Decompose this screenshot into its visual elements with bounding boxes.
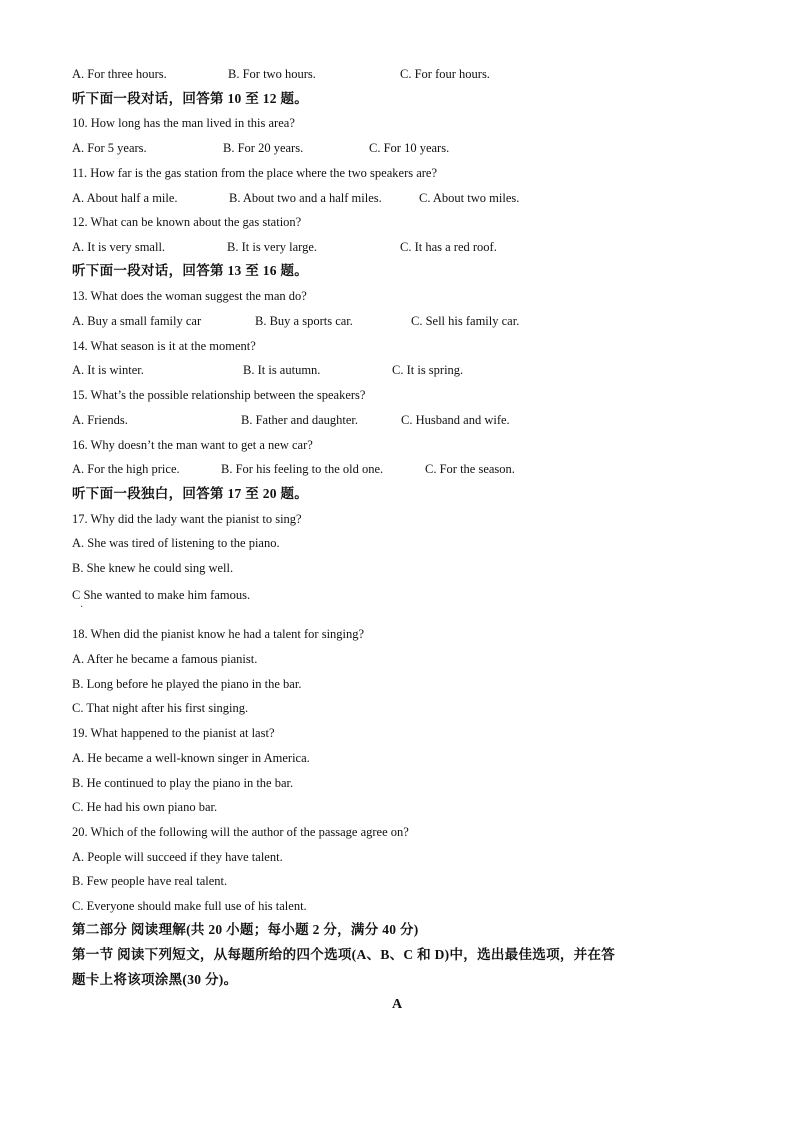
q19-stem: 19. What happened to the pianist at last? bbox=[72, 726, 275, 740]
part-two-heading: 第二部分 阅读理解(共 20 小题；每小题 2 分，满分 40 分) bbox=[72, 922, 419, 937]
section-heading-13-16: 听下面一段对话，回答第 13 至 16 题。 bbox=[72, 263, 309, 278]
q18-option-a: A. After he became a famous pianist. bbox=[72, 652, 258, 666]
q17-option-c: C She wanted to make him famous. bbox=[72, 588, 251, 602]
q18-option-b: B. Long before he played the piano in the bar. bbox=[72, 677, 302, 691]
q10-stem: 10. How long has the man lived in this area? bbox=[72, 116, 295, 130]
q11-option-b: B. About two and a half miles. bbox=[229, 191, 382, 205]
q19-option-b: B. He continued to play the piano in the bar. bbox=[72, 776, 294, 790]
q16-stem: 16. Why doesn’t the man want to get a new car? bbox=[72, 438, 313, 452]
section-heading-17-20: 听下面一段独白，回答第 17 至 20 题。 bbox=[72, 486, 309, 501]
q14-option-b: B. It is autumn. bbox=[243, 363, 321, 377]
section-one-instructions-line2: 题卡上将该项涂黑(30 分)。 bbox=[72, 972, 238, 987]
q12-option-b: B. It is very large. bbox=[227, 240, 318, 254]
q11-option-a: A. About half a mile. bbox=[72, 191, 178, 205]
q18-stem: 18. When did the pianist know he had a talent for singing? bbox=[72, 627, 365, 641]
q11-option-c: C. About two miles. bbox=[419, 191, 520, 205]
q16-option-c: C. For the season. bbox=[425, 462, 515, 476]
q15-option-c: C. Husband and wife. bbox=[401, 413, 510, 427]
section-heading-10-12: 听下面一段对话，回答第 10 至 12 题。 bbox=[72, 91, 309, 106]
q15-option-a: A. Friends. bbox=[72, 413, 128, 427]
q20-option-b: B. Few people have real talent. bbox=[72, 874, 228, 888]
section-one-instructions-line1: 第一节 阅读下列短文，从每题所给的四个选项(A、B、C 和 D)中，选出最佳选项，并在答 bbox=[72, 947, 616, 962]
q18-option-c: C. That night after his first singing. bbox=[72, 701, 249, 715]
passage-label: A bbox=[391, 997, 403, 1012]
q17-option-b: B. She knew he could sing well. bbox=[72, 561, 234, 575]
q11-stem: 11. How far is the gas station from the place where the two speakers are? bbox=[72, 166, 438, 180]
q13-option-c: C. Sell his family car. bbox=[411, 314, 520, 328]
q9-option-a: A. For three hours. bbox=[72, 67, 167, 81]
q15-stem: 15. What’s the possible relationship between the speakers? bbox=[72, 388, 366, 402]
q14-stem: 14. What season is it at the moment? bbox=[72, 339, 256, 353]
q10-option-a: A. For 5 years. bbox=[72, 141, 147, 155]
q19-option-c: C. He had his own piano bar. bbox=[72, 800, 218, 814]
q20-option-a: A. People will succeed if they have talent. bbox=[72, 850, 283, 864]
q17-stem: 17. Why did the lady want the pianist to sing? bbox=[72, 512, 302, 526]
q20-stem: 20. Which of the following will the author of the passage agree on? bbox=[72, 825, 409, 839]
q12-stem: 12. What can be known about the gas station? bbox=[72, 215, 302, 229]
q13-stem: 13. What does the woman suggest the man do? bbox=[72, 289, 307, 303]
q15-option-b: B. Father and daughter. bbox=[241, 413, 358, 427]
stray-mark: · bbox=[80, 602, 84, 613]
q10-option-c: C. For 10 years. bbox=[369, 141, 450, 155]
q16-option-b: B. For his feeling to the old one. bbox=[221, 462, 384, 476]
q13-option-a: A. Buy a small family car bbox=[72, 314, 202, 328]
q9-option-c: C. For four hours. bbox=[400, 67, 490, 81]
q10-option-b: B. For 20 years. bbox=[223, 141, 304, 155]
q12-option-c: C. It has a red roof. bbox=[400, 240, 497, 254]
q14-option-a: A. It is winter. bbox=[72, 363, 144, 377]
q13-option-b: B. Buy a sports car. bbox=[255, 314, 353, 328]
q19-option-a: A. He became a well-known singer in America. bbox=[72, 751, 310, 765]
q14-option-c: C. It is spring. bbox=[392, 363, 464, 377]
q17-option-a: A. She was tired of listening to the piano. bbox=[72, 536, 280, 550]
q20-option-c: C. Everyone should make full use of his talent. bbox=[72, 899, 307, 913]
q16-option-a: A. For the high price. bbox=[72, 462, 180, 476]
q9-option-b: B. For two hours. bbox=[228, 67, 316, 81]
q12-option-a: A. It is very small. bbox=[72, 240, 166, 254]
